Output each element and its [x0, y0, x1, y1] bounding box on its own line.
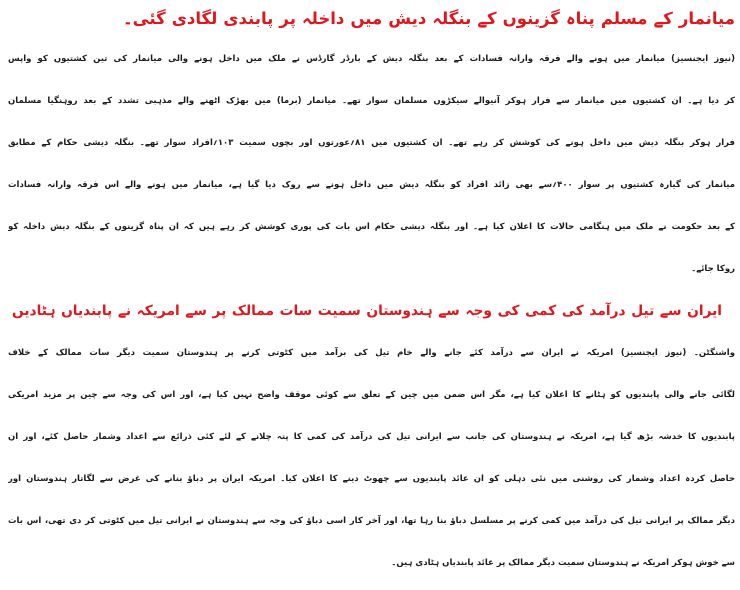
article-1-body: [8, 38, 735, 290]
article-1-body-line-last: روکا جائے۔: [691, 264, 735, 274]
article-1-body-line: کر دیا ہے۔ ان کشتیوں میں میانمار سے فرار ہوکر آنیوالے سیکڑوں مسلمان سوار تھے۔ میانمار (برما) میں بھڑک اٹھنے والے مذہبی تشدد کے بعد روہنگیا مسلمان: [8, 96, 735, 106]
article-2-body-line: لگائی جانے والی پابندیوں کو ہٹانے کا اعلان کیا ہے، مگر اس ضمن میں چین کے تعلق سے کوئی موقف واضح نہیں کیا ہے، اور اس کی وجہ سے چین پر مزید امریکی: [8, 390, 735, 400]
article-2-body: [8, 332, 735, 584]
article-2-body-line: پابندیوں کا خدشہ بڑھ گیا ہے، امریکہ نے ہندوستان کی جانب سے ایرانی تیل کی درآمد کی کمی کا پتہ چلانے کے لئے کئی ذرائع سے اعداد وشمار حاصل کئے، اور ان: [8, 432, 735, 442]
article-1-body-line: فرار ہوکر بنگلہ دیش میں داخل ہونے کی کوشش کر رہے تھے۔ ان کشتیوں میں ۸۱؍عورتوں اور بچوں سمیت ۱۰۳؍افراد سوار تھے۔ بنگلہ دیشی حکام کے مطابق: [8, 138, 735, 148]
article-1-body-line: کے بعد حکومت نے ملک میں ہنگامی حالات کا اعلان کیا ہے۔ اور بنگلہ دیشی حکام اس بات کی پوری کوشش کر رہے ہیں کہ ان پناہ گزینوں کے بنگلہ دیش داخلہ کو: [8, 222, 735, 232]
article-2-body-line-last: سے خوش ہوکر امریکہ نے ہندوستان سمیت دیگر ممالک پر عائد پابندیاں ہٹادی ہیں۔: [391, 558, 735, 568]
article-2-headline: ایران سے تیل درآمد کی کمی کی وجہ سے ہندوستان سمیت سات ممالک پر سے امریکہ نے پابندیاں ہٹادیں: [12, 303, 722, 319]
article-1-body-line: (نیوز ایجنسیز) میانمار میں ہونے والے فرقہ وارانہ فسادات کے بعد بنگلہ دیش کے بارڈر گارڈس نے ملک میں داخل ہونے والی میانمار کی تین کشتیوں کو واپس: [8, 54, 735, 64]
article-2-body-line: دیگر ممالک پر ایرانی تیل کی درآمد میں کمی کرنے پر مسلسل دباؤ بنا رہا تھا، اور آخر کار اسی دباؤ کی وجہ سے ہندوستان نے ایرانی تیل میں کٹوتی کر دی تھی، اس بات: [8, 516, 735, 526]
article-2-body-line: حاصل کردہ اعداد وشمار کی روشنی میں نئی دہلی کو ان عائد پابندیوں سے چھوٹ دینے کا اعلان کیا۔ امریکہ ایران پر دباؤ بنانے کی غرض سے لگاتار ہندوستان اور: [8, 474, 735, 484]
article-1-body-line: میانمار کی گیارہ کشتیوں پر سوار ۴۰۰؍سے بھی زائد افراد کو بنگلہ دیش میں داخل ہونے سے روک دیا گیا ہے، میانمار میں ہونے والے اس فرقہ وارانہ فسادات: [8, 180, 735, 190]
article-2-body-line: واشنگٹن۔ (نیوز ایجنسیز) امریکہ نے ایران سے درآمد کئے جانے والے خام تیل کی برآمد میں کٹوتی کرنے پر ہندوستان سمیت دیگر سات ممالک کے خلاف: [8, 348, 735, 358]
article-1-headline: میانمار کے مسلم پناہ گزینوں کے بنگلہ دیش میں داخلہ پر پابندی لگادی گئی۔: [123, 9, 735, 28]
